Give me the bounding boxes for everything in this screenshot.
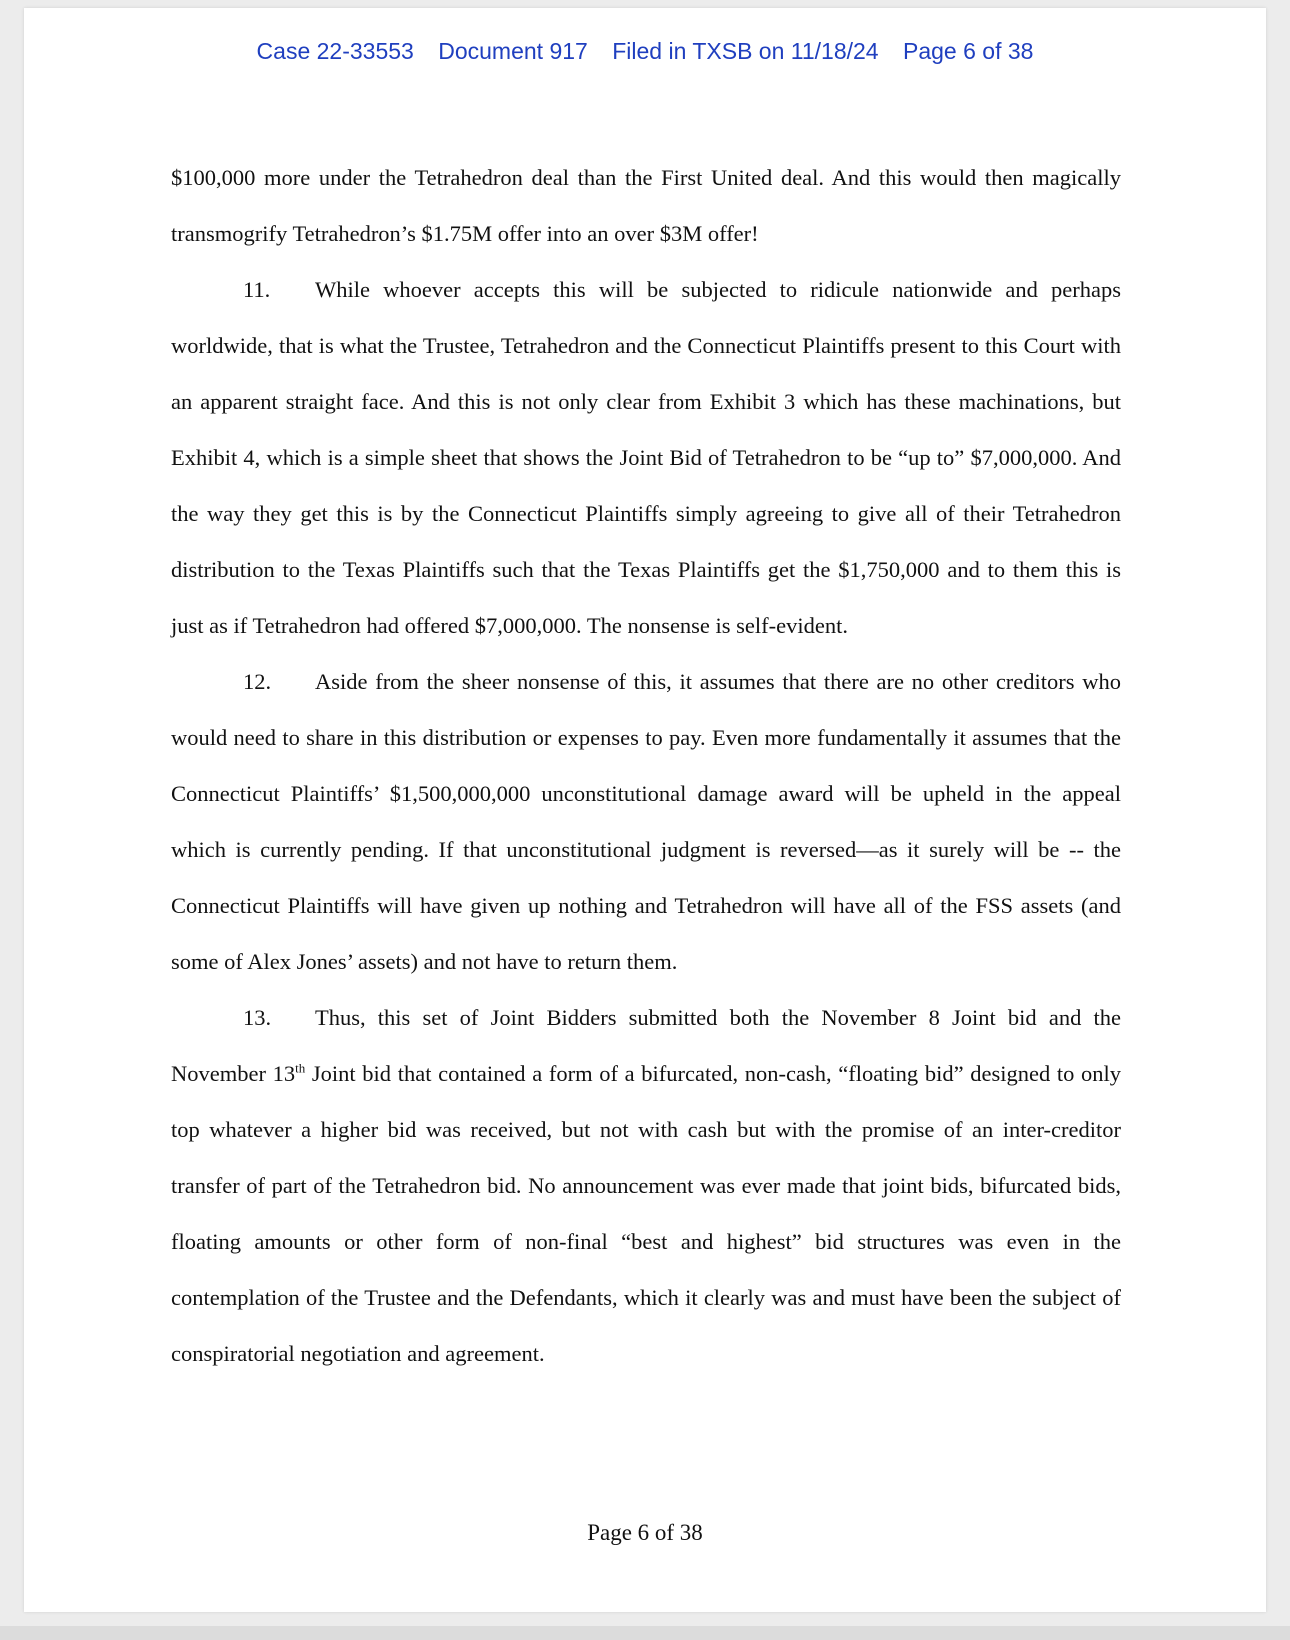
viewer-bottom-edge (0, 1626, 1290, 1640)
paragraph-text: Joint bid that contained a form of a bifurcated, non-cash, “floating bid” designed to only top whatever a higher bid was received, but not with cash but with the promise of an inter-creditor transfer of part of the Tetrahedron bid. No announcement was ever made that joint bids, bifurcated bids, floating amounts or other form of non-final “best and highest” bid structures was even in the contemplation of the Trustee and the Defendants, which it clearly was and must have been the subject of conspiratorial negotiation and agreement. (171, 1061, 1121, 1366)
page-footer: Page 6 of 38 (587, 1520, 703, 1545)
header-page-number: Page 6 of 38 (903, 38, 1034, 64)
ordinal-suffix: th (295, 1060, 306, 1076)
paragraph-10-continued: $100,000 more under the Tetrahedron deal than the First United deal. And this would then magically transmogrify Tetrahedron’s $1.75M offer into an over $3M offer! (171, 165, 1121, 246)
paragraph-text: Aside from the sheer nonsense of this, it assumes that there are no other creditors who would need to share in this distribution or expenses to pay. Even more fundamentally it assumes that the Connecticut Plaintiffs’ $1,500,000,000 unconstitutional damage award will be upheld in the appeal which is currently pending. If that unconstitutional judgment is reversed—as it surely will be -- the Connecticut Plaintiffs will have given up nothing and Tetrahedron will have all of the FSS assets (and some of Alex Jones’ assets) and not have to return them. (171, 669, 1121, 974)
paragraph-text: While whoever accepts this will be subjected to ridicule nationwide and perhaps worldwide, that is what the Trustee, Tetrahedron and the Connecticut Plaintiffs present to this Court with an apparent straight face. And this is not only clear from Exhibit 3 which has these machinations, but Exhibit 4, which is a simple sheet that shows the Joint Bid of Tetrahedron to be “up to” $7,000,000. And the way they get this is by the Connecticut Plaintiffs simply agreeing to give all of their Tetrahedron distribution to the Texas Plaintiffs such that the Texas Plaintiffs get the $1,750,000 and to them this is just as if Tetrahedron had offered $7,000,000. The nonsense is self-evident. (171, 277, 1121, 638)
document-page (24, 8, 1266, 1612)
paragraph-12 (171, 654, 1121, 990)
paragraph-number: 13. (243, 1005, 272, 1030)
paragraph-11 (171, 262, 1121, 654)
paragraph-text: Thus, this set of Joint Bidders submitted both the November 8 Joint bid and the November 13 (171, 1005, 1121, 1086)
case-number: Case 22-33553 (256, 38, 414, 64)
ecf-filing-header (24, 38, 1266, 65)
paragraph-number: 12. (243, 669, 272, 694)
document-body (171, 150, 1121, 1382)
filing-info: Filed in TXSB on 11/18/24 (612, 38, 879, 64)
paragraph-13 (171, 990, 1121, 1382)
paragraph-number: 11. (243, 277, 271, 302)
document-number: Document 917 (438, 38, 588, 64)
